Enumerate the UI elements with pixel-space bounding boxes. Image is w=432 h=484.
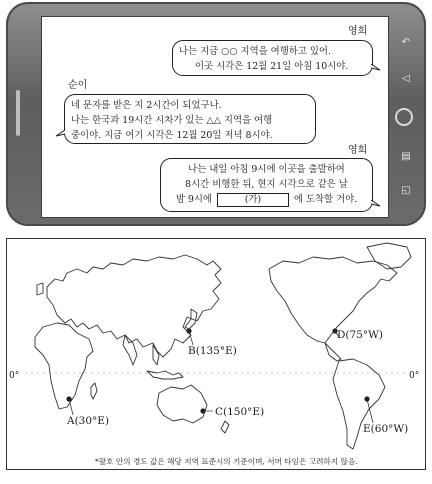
back-icon[interactable]: ↶ bbox=[401, 37, 411, 48]
message-line: 네 문자를 받은 지 2시간이 되었구나. bbox=[71, 100, 222, 111]
message-line: 나는 지금 ○○ 지역을 여행하고 있어. bbox=[179, 46, 331, 57]
japan-outline bbox=[185, 309, 197, 329]
point-b-label: B(135°E) bbox=[188, 345, 237, 357]
greenland-outline bbox=[367, 243, 411, 269]
message-line: 중이야. 지금 여기 시각은 12월 20일 저녁 8시야. bbox=[71, 130, 273, 141]
point-e-label: E(60°W) bbox=[363, 423, 409, 435]
south-america-outline bbox=[333, 359, 385, 449]
phone-side-buttons bbox=[386, 2, 426, 226]
india-outline bbox=[123, 335, 137, 365]
home-button-icon[interactable] bbox=[395, 108, 413, 126]
message-bubble bbox=[64, 94, 316, 144]
point-d-label: D(75°W) bbox=[337, 329, 384, 341]
point-a-label: A(30°E) bbox=[67, 415, 110, 427]
speaker-name: 순이 bbox=[68, 80, 88, 91]
message-line bbox=[167, 192, 366, 207]
eurasia-outline bbox=[47, 255, 221, 357]
message-text: 에 도착할 거야. bbox=[293, 194, 358, 205]
equator-label-left: 0° bbox=[9, 371, 20, 381]
new-zealand-outline bbox=[221, 421, 229, 433]
message-bubble bbox=[160, 158, 373, 212]
madagascar-outline bbox=[91, 383, 97, 399]
world-map bbox=[6, 238, 426, 470]
bubble-tail bbox=[371, 63, 381, 71]
point-c-label: C(150°E) bbox=[215, 406, 265, 418]
message-line: 8시간 비행한 뒤, 현지 시각으로 같은 날 bbox=[185, 179, 348, 190]
window-icon[interactable]: ◱ bbox=[401, 185, 411, 196]
uk-outline bbox=[37, 283, 43, 295]
map-footnote: *괄호 안의 경도 값은 해당 지역 표준시의 기준이며, 서머 타임은 고려하지 않음. bbox=[95, 457, 358, 466]
message-bubble bbox=[172, 40, 373, 76]
australia-outline bbox=[157, 385, 207, 423]
answer-blank-box: (가) bbox=[217, 193, 289, 207]
message-line: 이곳 시각은 12월 21일 아침 10시야. bbox=[195, 61, 349, 72]
leader-line bbox=[189, 331, 193, 345]
central-america-outline bbox=[325, 343, 341, 361]
bubble-tail bbox=[55, 129, 65, 137]
menu-icon[interactable]: ▤ bbox=[401, 151, 411, 162]
bubble-tail bbox=[371, 199, 381, 207]
message-line: 나는 내일 아침 9시에 이곳을 출발하여 bbox=[188, 164, 345, 175]
chat-screen bbox=[41, 16, 389, 218]
message-line: 나는 한국과 19시간 시차가 있는 △△ 지역을 여행 bbox=[71, 115, 273, 126]
message-text: 밤 9시에 bbox=[175, 194, 212, 205]
indonesia-outline bbox=[147, 371, 183, 379]
share-icon[interactable]: ◁ bbox=[402, 73, 410, 84]
speaker-name: 영희 bbox=[348, 145, 368, 156]
smartphone-frame bbox=[6, 2, 426, 226]
side-button bbox=[16, 90, 20, 136]
equator-label-right: 0° bbox=[409, 371, 420, 381]
africa-outline bbox=[35, 323, 93, 409]
speaker-name: 영희 bbox=[348, 26, 368, 37]
